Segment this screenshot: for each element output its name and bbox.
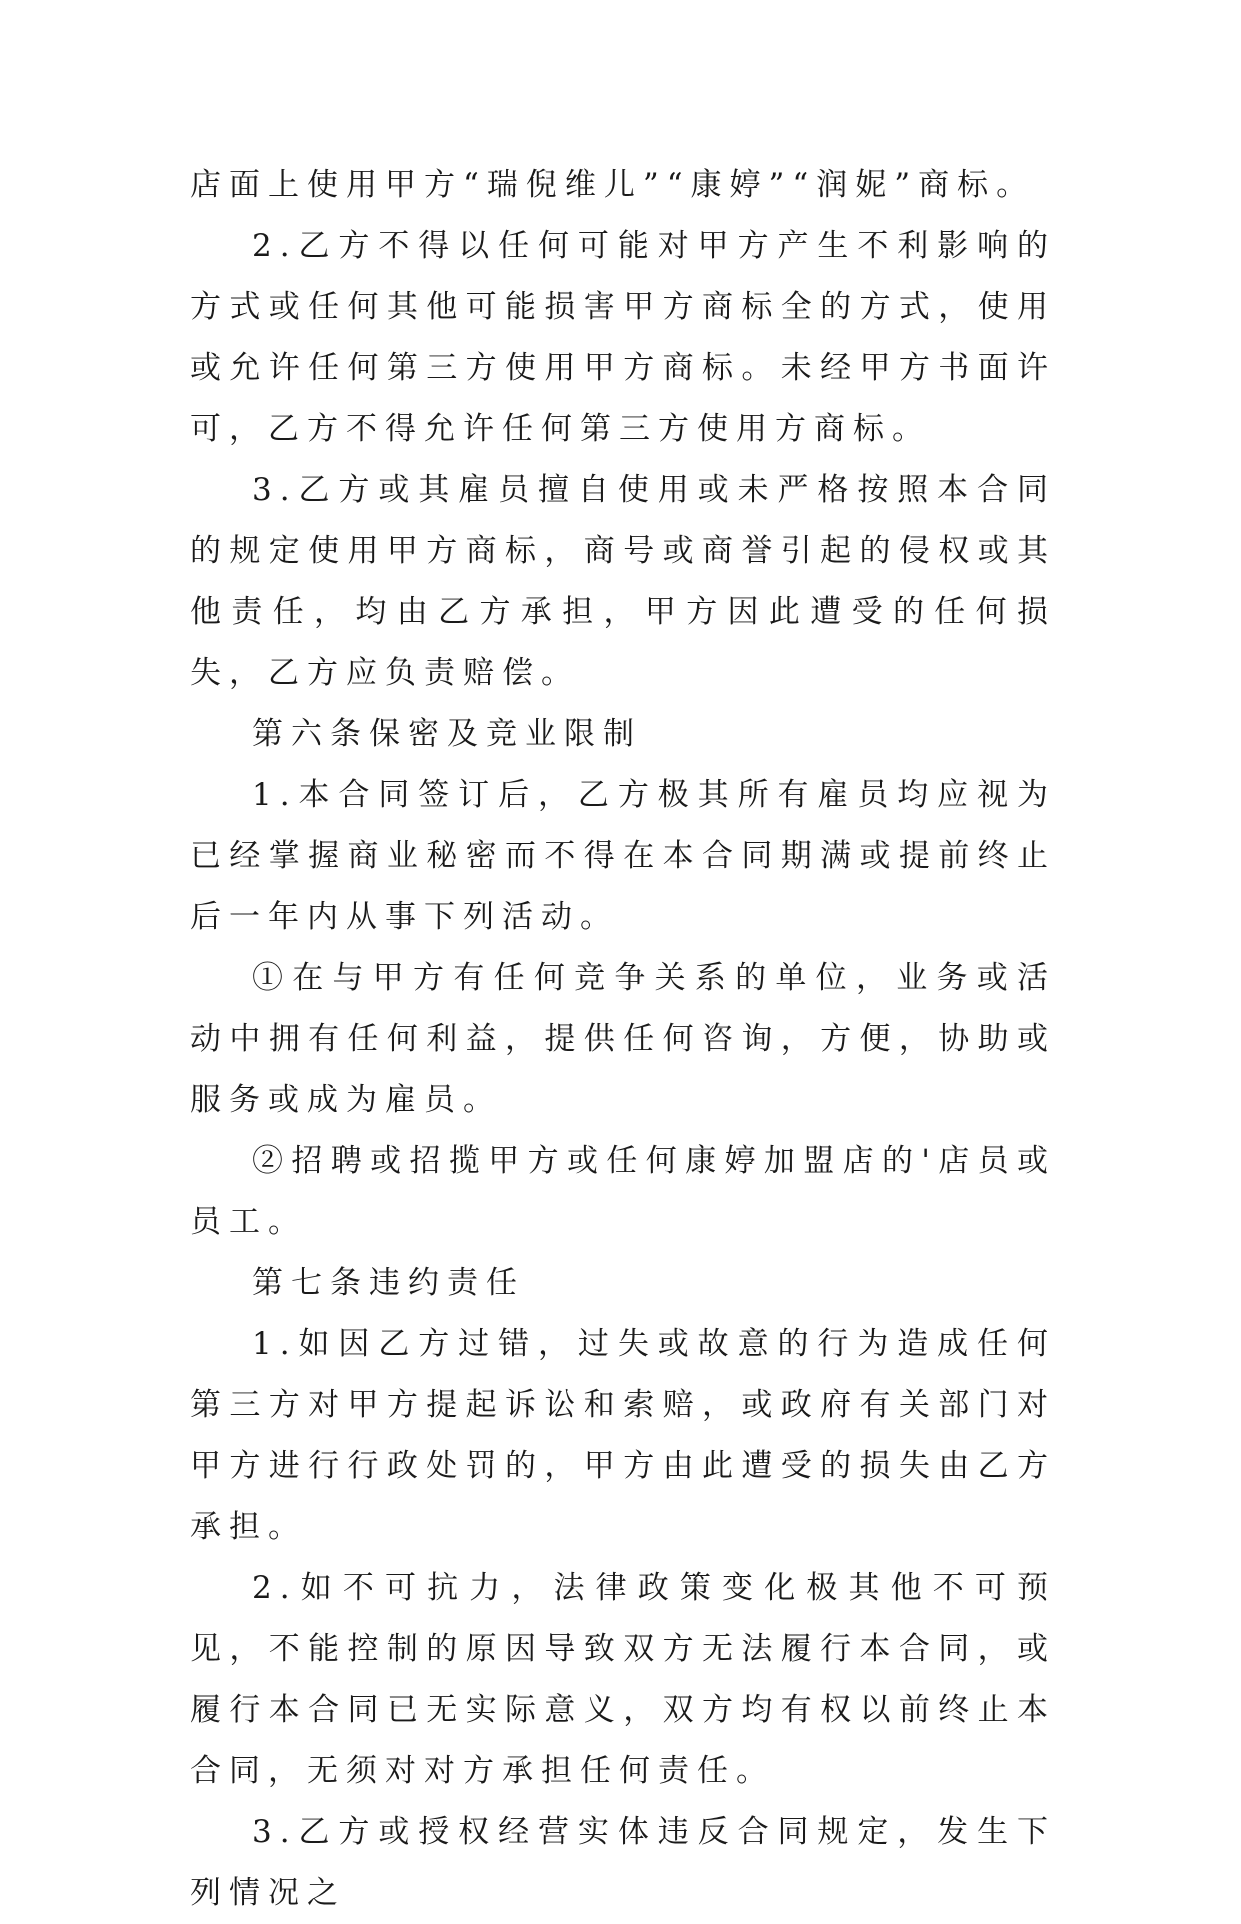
heading-article-6: 第六条保密及竞业限制 (252, 716, 642, 752)
paragraph-clause-6-1: 1.本合同签订后，乙方极其所有雇员均应视为已经掌握商业秘密而不得在本合同期满或提前终止后一年内从事下列活动。 (190, 777, 1056, 935)
heading-article-7: 第七条违约责任 (252, 1265, 525, 1301)
paragraph-clause-7-2: 2.如不可抗力，法律政策变化极其他不可预见，不能控制的原因导致双方无法履行本合同，或履行本合同已无实际意义，双方均有权以前终止本合同，无须对对方承担任何责任。 (190, 1570, 1056, 1789)
paragraph-clause-6-1-item-2: ②招聘或招揽甲方或任何康婷加盟店的'店员或员工。 (190, 1143, 1056, 1240)
paragraph-clause-6-1-item-1: ①在与甲方有任何竞争关系的单位，业务或活动中拥有任何利益，提供任何咨询，方便，协助或服务或成为雇员。 (190, 960, 1056, 1118)
paragraph-clause-7-3: 3.乙方或授权经营实体违反合同规定，发生下列情况之 (190, 1814, 1056, 1911)
paragraph-clause-7-1: 1.如因乙方过错，过失或故意的行为造成任何第三方对甲方提起诉讼和索赔，或政府有关部门对甲方进行行政处罚的，甲方由此遭受的损失由乙方承担。 (190, 1326, 1056, 1545)
paragraph-clause-5-2: 2.乙方不得以任何可能对甲方产生不利影响的方式或任何其他可能损害甲方商标全的方式，使用或允许任何第三方使用甲方商标。未经甲方书面许可，乙方不得允许任何第三方使用方商标。 (190, 228, 1056, 447)
paragraph-trademark-use: 店面上使用甲方“瑞倪维儿”“康婷”“润妮”商标。 (190, 167, 1036, 203)
paragraph-clause-5-3: 3.乙方或其雇员擅自使用或未严格按照本合同的规定使用甲方商标，商号或商誉引起的侵权或其他责任，均由乙方承担，甲方因此遭受的任何损失，乙方应负责赔偿。 (190, 472, 1056, 691)
document-body (190, 155, 1056, 1924)
